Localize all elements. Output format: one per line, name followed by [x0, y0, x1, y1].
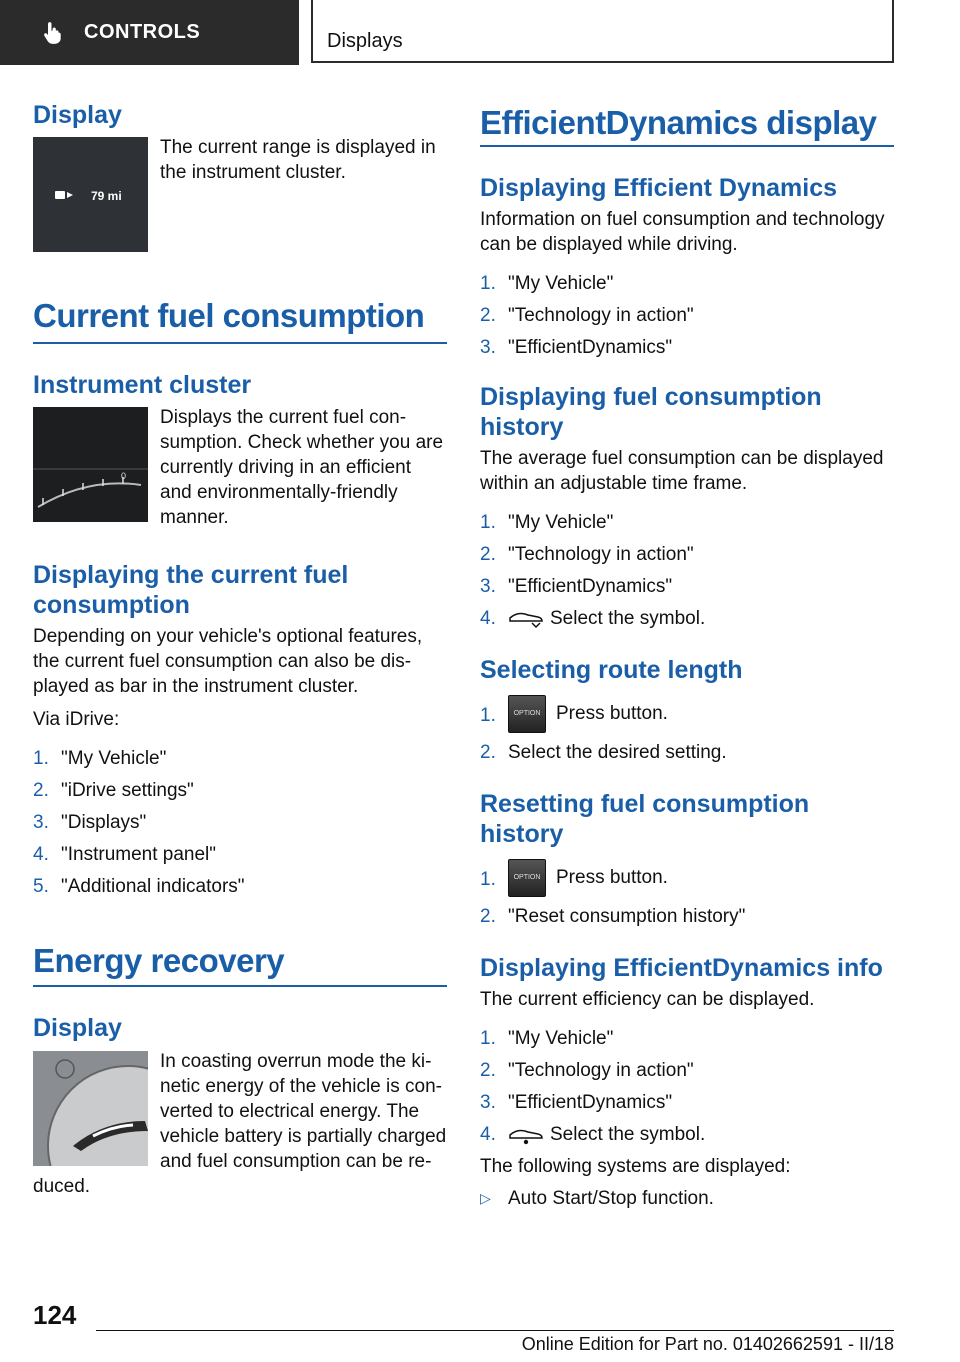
route-steps — [480, 695, 894, 765]
step-text: Press button. — [556, 703, 668, 725]
list-item — [480, 740, 894, 765]
step-text: "Technology in action" — [508, 305, 694, 326]
instrument-cluster-heading: Instrument cluster — [33, 371, 252, 399]
section-label: CONTROLS — [84, 21, 201, 43]
displaying-ed-text: Information on fuel consumption and technology can be displayed while driving. — [480, 209, 885, 255]
display-block — [33, 135, 447, 252]
step-text: "Displays" — [61, 812, 147, 833]
step-number: 1. — [480, 869, 496, 890]
history-text: The average fuel consumption can be displayed within an adjustable time frame. — [480, 448, 884, 494]
page-title: Displays — [327, 30, 403, 52]
list-item — [480, 335, 894, 360]
car-info-icon — [508, 1125, 544, 1145]
cluster-text: Displays the current fuel con-sumption. Check whether you are currently driving in an efficient and environmentally-friendly manner. — [160, 407, 444, 528]
divider — [480, 145, 894, 147]
history-steps — [480, 510, 894, 631]
list-item — [480, 1026, 894, 1051]
svg-text:0: 0 — [121, 471, 127, 481]
step-number: 1. — [480, 273, 496, 294]
divider — [33, 342, 447, 344]
step-number: 2. — [480, 305, 496, 326]
bullet-item — [480, 1186, 894, 1211]
energy-text: In coasting overrun mode the ki-netic energy of the vehicle is con-verted to electrical energy. The vehicle battery is partially charged and fuel consumption can be re-duced. — [33, 1051, 447, 1197]
idrive-steps — [33, 746, 447, 899]
option-button-icon: OPTION — [508, 859, 546, 897]
footer-divider — [96, 1330, 894, 1331]
list-item — [480, 859, 894, 897]
right-column — [480, 103, 894, 1211]
step-number: 4. — [33, 844, 49, 865]
cluster-block — [33, 405, 447, 530]
step-text: "EfficientDynamics" — [508, 337, 673, 358]
page-title-box — [311, 0, 894, 63]
left-column — [33, 100, 447, 1199]
step-number: 2. — [480, 906, 496, 927]
step-number: 1. — [480, 512, 496, 533]
systems-text: The following systems are displayed: — [480, 1156, 791, 1177]
step-text: "Technology in action" — [508, 1060, 694, 1081]
list-item — [480, 574, 894, 599]
step-number: 2. — [33, 780, 49, 801]
step-text: "Additional indicators" — [61, 876, 245, 897]
step-number: 2. — [480, 1060, 496, 1081]
step-number: 3. — [480, 1092, 496, 1113]
list-item — [480, 303, 894, 328]
car-graph-icon — [508, 609, 544, 629]
step-number: 2. — [480, 742, 496, 763]
via-idrive-label: Via iDrive: — [33, 709, 120, 730]
list-item — [480, 271, 894, 296]
edition-text: Online Edition for Part no. 01402662591 - II/18 — [521, 1334, 894, 1354]
energy-display-heading: Display — [33, 1014, 122, 1042]
list-item — [480, 510, 894, 535]
step-text: Select the symbol. — [550, 1124, 706, 1145]
reset-steps — [480, 859, 894, 929]
step-text: "Technology in action" — [508, 544, 694, 565]
step-number: 4. — [480, 608, 496, 629]
displaying-ed-heading: Displaying Efficient Dynamics — [480, 174, 838, 202]
info-steps — [480, 1026, 894, 1147]
step-number: 1. — [480, 1028, 496, 1049]
list-item — [480, 1090, 894, 1115]
step-text: "EfficientDynamics" — [508, 576, 673, 597]
displaying-current-heading: Displaying the current fuel consumption — [33, 561, 349, 619]
divider — [33, 985, 447, 987]
range-display-image — [33, 137, 148, 252]
efficientdynamics-heading: EfficientDynamics display — [480, 104, 877, 141]
step-text: Select the symbol. — [550, 608, 706, 629]
list-item — [480, 904, 894, 929]
step-text: Press button. — [556, 867, 668, 889]
step-text: "My Vehicle" — [508, 512, 614, 533]
list-item — [33, 746, 447, 771]
route-length-heading: Selecting route length — [480, 656, 743, 684]
reset-history-heading: Resetting fuel consumption history — [480, 790, 810, 848]
step-number: 3. — [480, 337, 496, 358]
step-number: 5. — [33, 876, 49, 897]
list-item — [480, 542, 894, 567]
step-text: "My Vehicle" — [61, 748, 167, 769]
bullet-text: Auto Start/Stop function. — [508, 1188, 714, 1209]
step-number: 4. — [480, 1124, 496, 1145]
step-text: Select the desired setting. — [508, 742, 727, 763]
bullet-arrow-icon: ▷ — [480, 1190, 491, 1206]
list-item — [33, 810, 447, 835]
step-number: 1. — [33, 748, 49, 769]
ed-info-heading: Displaying EfficientDynamics info — [480, 954, 883, 982]
step-number: 1. — [480, 705, 496, 726]
step-number: 3. — [33, 812, 49, 833]
list-item — [480, 695, 894, 733]
step-text: "My Vehicle" — [508, 273, 614, 294]
energy-recovery-heading: Energy recovery — [33, 942, 285, 979]
ed-info-text: The current efficiency can be displayed. — [480, 989, 815, 1010]
list-item — [33, 874, 447, 899]
display-text: The current range is displayed in the instrument cluster. — [160, 137, 436, 183]
energy-recovery-image — [33, 1051, 148, 1166]
list-item — [33, 842, 447, 867]
history-heading: Displaying fuel consumption history — [480, 383, 822, 441]
step-text: "iDrive settings" — [61, 780, 194, 801]
section-tab — [0, 0, 299, 65]
list-item — [480, 1122, 894, 1147]
option-button-icon: OPTION — [508, 695, 546, 733]
hand-pointer-icon — [40, 20, 66, 46]
displaying-current-text: Depending on your vehicle's optional features, the current fuel consumption can also be dis-played as bar in the instrument cluster. — [33, 626, 423, 697]
page-number: 124 — [33, 1300, 77, 1330]
step-text: "EfficientDynamics" — [508, 1092, 673, 1113]
list-item — [480, 1058, 894, 1083]
step-number: 3. — [480, 576, 496, 597]
step-text: "My Vehicle" — [508, 1028, 614, 1049]
list-item — [33, 778, 447, 803]
step-text: "Reset consumption history" — [508, 906, 746, 927]
range-value: 79 mi — [91, 189, 122, 203]
ed-steps — [480, 271, 894, 360]
instrument-cluster-image — [33, 407, 148, 522]
fuel-consumption-heading: Current fuel consumption — [33, 297, 425, 334]
step-number: 2. — [480, 544, 496, 565]
energy-block — [33, 1049, 447, 1199]
step-text: "Instrument panel" — [61, 844, 217, 865]
list-item — [480, 606, 894, 631]
display-heading: Display — [33, 101, 122, 129]
